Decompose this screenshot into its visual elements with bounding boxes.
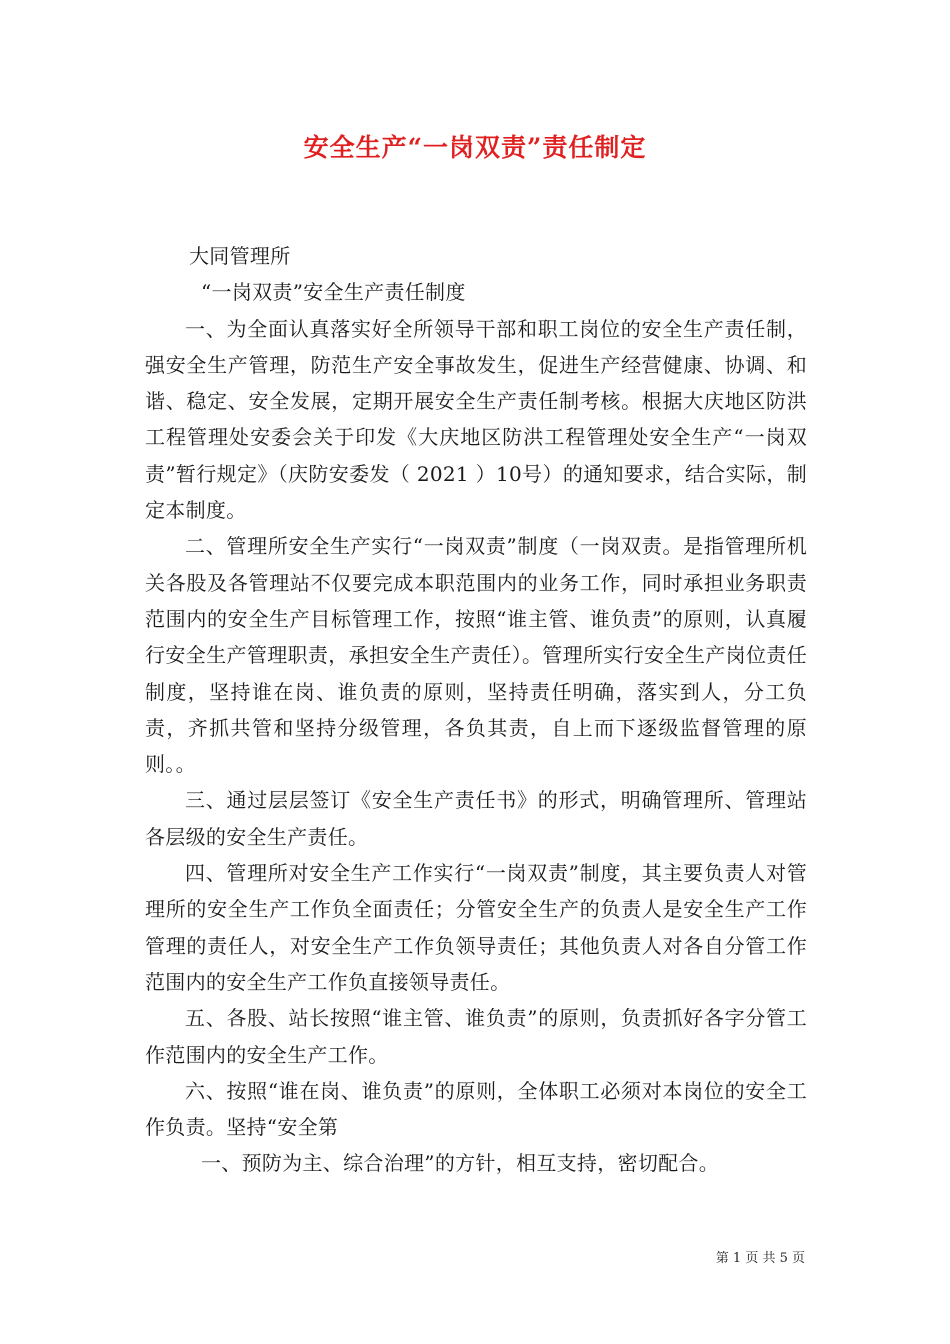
document-title: 安全生产“一岗双责”责任制定 — [303, 133, 647, 162]
paragraph-6: 六、按照“谁在岗、谁负责”的原则，全体职工必须对本岗位的安全工作负责。坚持“安全第 — [145, 1078, 807, 1140]
paragraph-5: 五、各股、站长按照“谁主管、谁负责”的原则，负责抓好各字分管工作范围内的安全生产工作。 — [145, 1006, 807, 1067]
paragraph-1: 一、为全面认真落实好全所领导干部和职工岗位的安全生产责任制，强安全生产管理，防范生产安全事故发生，促进生产经营健康、协调、和谐、稳定、安全发展，定期开展安全生产责任制考核。根据大庆地区防洪工程管理处安委会关于印发《大庆地区防洪工程管理处安全生产“一岗双责”暂行规定》（庆防安委发（ 2021 ）10号）的通知要求，结合实际，制定本制度。 — [145, 316, 807, 523]
paragraph-3: 三、通过层层签订《安全生产责任书》的形式，明确管理所、管理站各层级的安全生产责任。 — [145, 788, 807, 849]
page-number: 第 1 页 共 5 页 — [715, 1251, 805, 1266]
document-subtitle: “一岗双责”安全生产责任制度 — [201, 280, 466, 305]
paragraph-4: 四、管理所对安全生产工作实行“一岗双责”制度，其主要负责人对管理所的安全生产工作负全面责任；分管安全生产的负责人是安全生产工作管理的责任人，对安全生产工作负领导责任；其他负责人对各自分管工作范围内的安全生产工作负直接领导责任。 — [145, 861, 807, 994]
organization-name: 大同管理所 — [189, 244, 291, 268]
paragraph-continuation: 一、预防为主、综合治理”的方针，相互支持，密切配合。 — [201, 1151, 720, 1176]
document-body — [145, 238, 807, 1182]
paragraph-2: 二、管理所安全生产实行“一岗双责”制度（一岗双责。是指管理所机关各股及各管理站不仅要完成本职范围内的业务工作，同时承担业务职责范围内的安全生产目标管理工作，按照“谁主管、谁负责”的原则，认真履行安全生产管理职责，承担安全生产责任）。管理所实行安全生产岗位责任制度，坚持谁在岗、谁负责的原则，坚持责任明确，落实到人，分工负责，齐抓共管和坚持分级管理，各负其责，自上而下逐级监督管理的原则。。 — [145, 534, 807, 777]
